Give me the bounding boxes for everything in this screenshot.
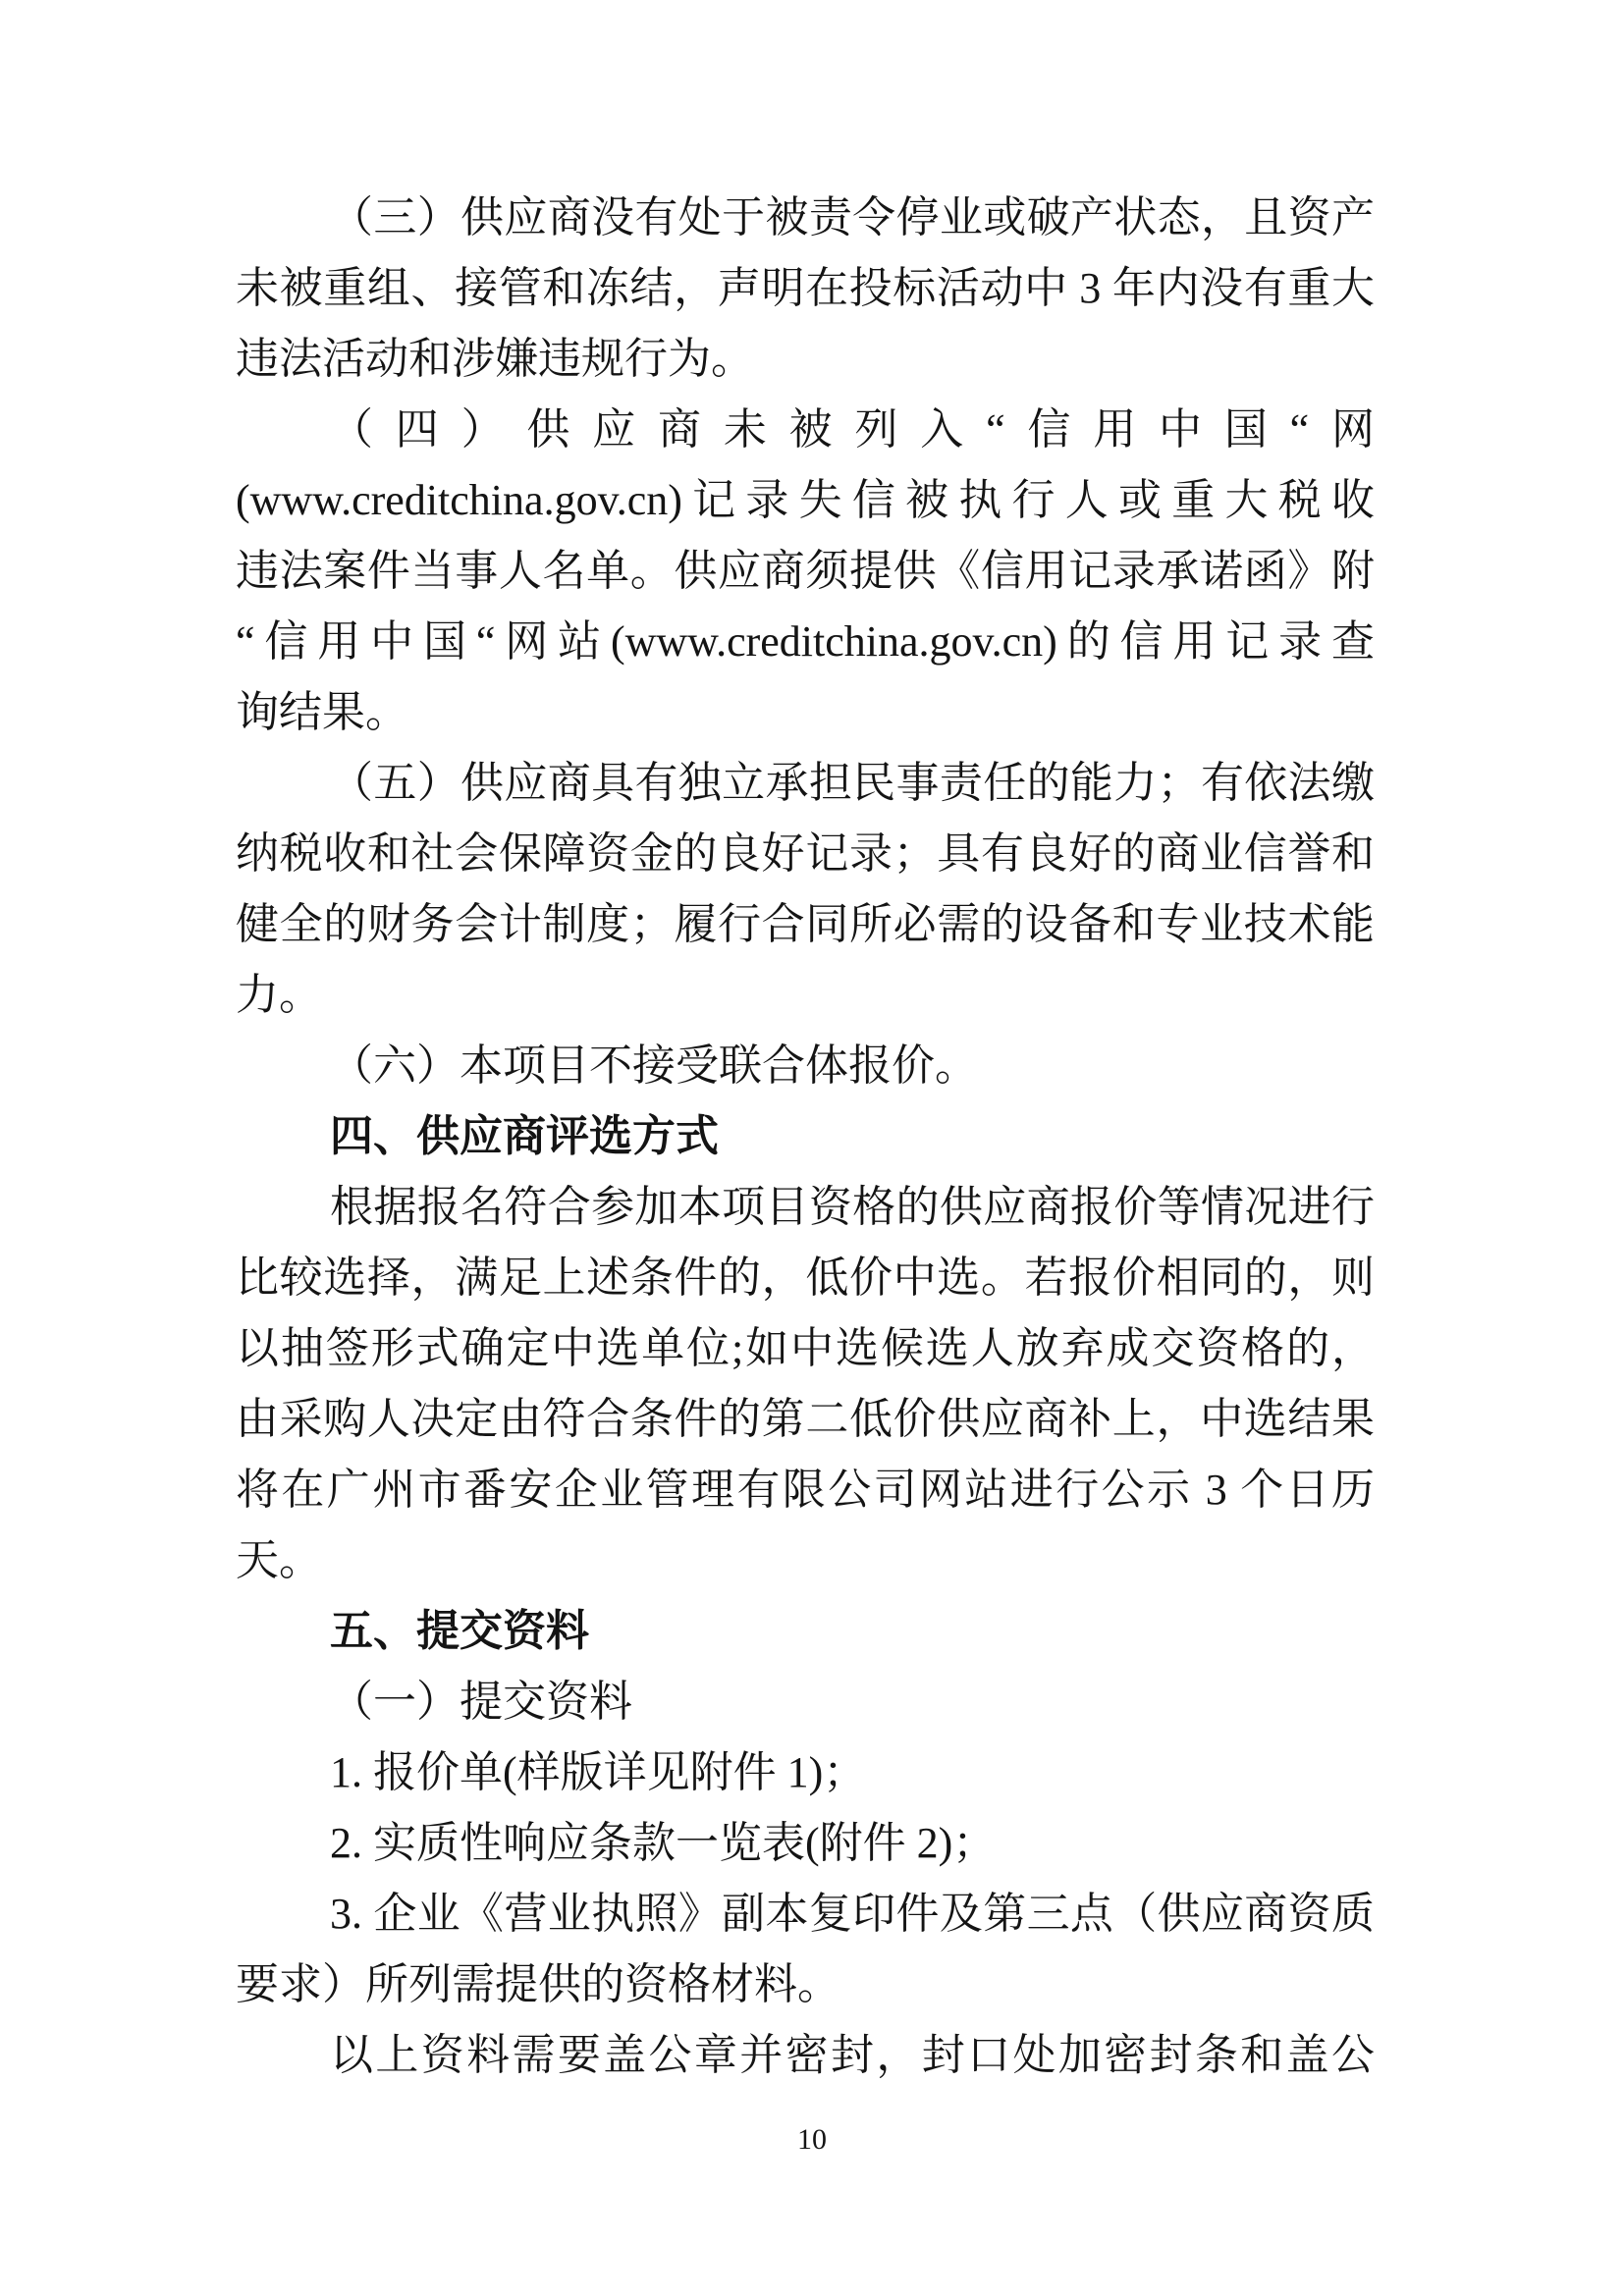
text-line: “信用中国“网站(www.creditchina.gov.cn)的信用记录查: [236, 617, 1375, 666]
text-line: 3. 企业《营业执照》副本复印件及第三点（供应商资质: [330, 1890, 1375, 1938]
text-line: 未被重组、接管和冻结，声明在投标活动中 3 年内没有重大: [236, 264, 1375, 312]
section-heading-line: 四、供应商评选方式: [330, 1112, 719, 1160]
text-line: 比较选择，满足上述条件的，低价中选。若报价相同的，则: [236, 1254, 1375, 1302]
text-line: 根据报名符合参加本项目资格的供应商报价等情况进行: [330, 1183, 1375, 1231]
text-line: 纳税收和社会保障资金的良好记录；具有良好的商业信誉和: [236, 829, 1375, 878]
text-line: 以上资料需要盖公章并密封，封口处加密封条和盖公: [330, 2031, 1375, 2079]
text-line: 天。: [236, 1536, 322, 1584]
text-line: (www.creditchina.gov.cn)记录失信被执行人或重大税收: [236, 476, 1375, 524]
text-line: 询结果。: [236, 688, 408, 736]
text-line: 以抽签形式确定中选单位;如中选候选人放弃成交资格的，: [236, 1324, 1375, 1372]
text-line: 2. 实质性响应条款一览表(附件 2)；: [330, 1819, 997, 1867]
text-line: （五）供应商具有独立承担民事责任的能力；有依法缴: [330, 759, 1375, 807]
section-heading-line: 五、提交资料: [330, 1607, 589, 1655]
text-line: （四）供应商未被列入“信用中国“网: [330, 405, 1375, 454]
text-line: 违法活动和涉嫌违规行为。: [236, 335, 754, 383]
text-line: （一）提交资料: [330, 1678, 632, 1726]
text-line: 要求）所列需提供的资格材料。: [236, 1960, 840, 2008]
text-line: 力。: [236, 971, 322, 1019]
text-line: （六）本项目不接受联合体报价。: [330, 1041, 978, 1090]
text-line: 健全的财务会计制度；履行合同所必需的设备和专业技术能: [236, 900, 1375, 948]
text-line: 1. 报价单(样版详见附件 1)；: [330, 1748, 867, 1796]
text-line: 由采购人决定由符合条件的第二低价供应商补上，中选结果: [236, 1395, 1375, 1443]
text-line: 将在广州市番安企业管理有限公司网站进行公示 3 个日历: [236, 1466, 1375, 1514]
document-body: [236, 183, 1375, 2091]
text-line: 违法案件当事人名单。供应商须提供《信用记录承诺函》附: [236, 547, 1375, 595]
text-line: （三）供应商没有处于被责令停业或破产状态，且资产: [330, 193, 1375, 241]
page-number: 10: [797, 2123, 827, 2156]
